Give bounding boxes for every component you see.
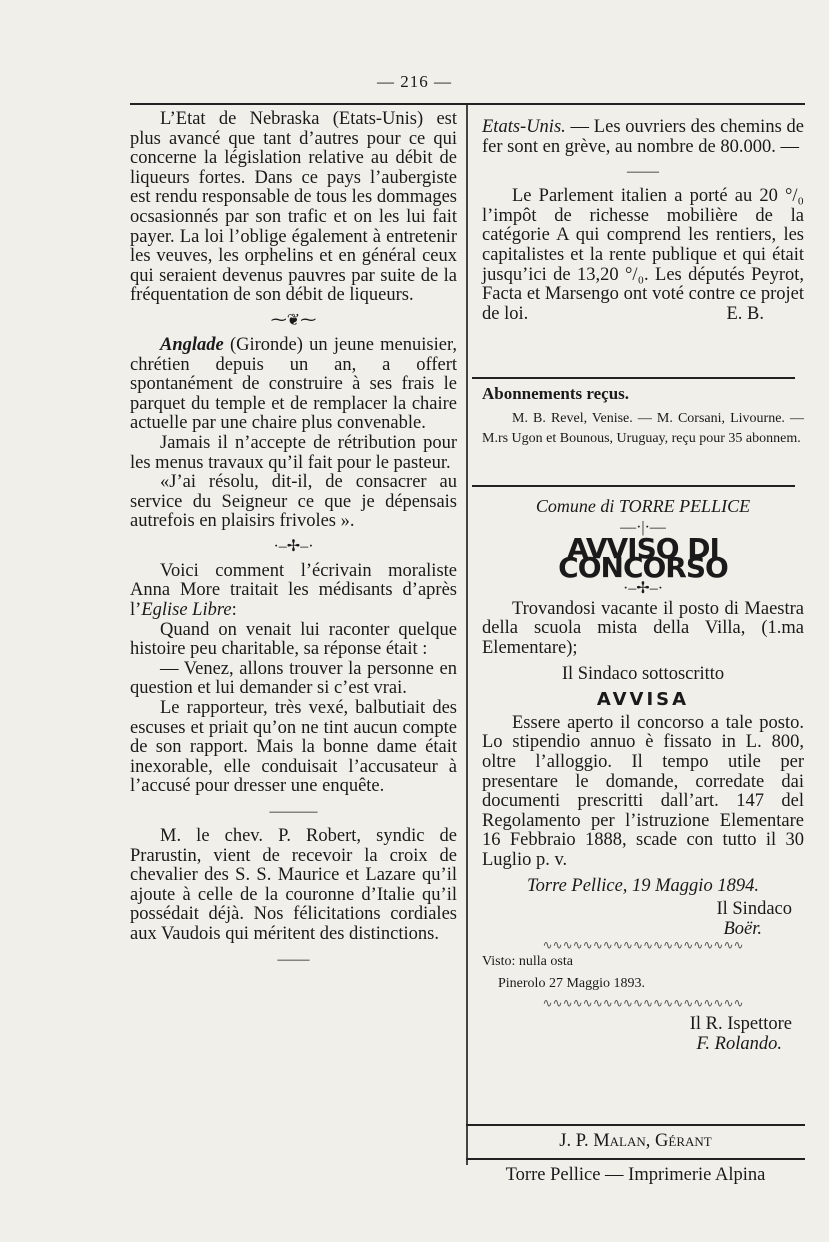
wavy-separator: ∿∿∿∿∿∿∿∿∿∿∿∿∿∿∿∿∿∿∿∿ — [542, 938, 744, 953]
sindaco-sottoscritto: Il Sindaco sottoscritto — [561, 663, 725, 684]
article-more-3: Le rapporteur, très vexé, balbutiait des escuses et priait qu’on ne tint aucun compte de son rapport. Mais la bonne dame était inexorable, elle conduisait l’accusateur à l’accusé pour dresser une enquête. — [130, 698, 457, 797]
ornament-small: —·|·— — [620, 518, 666, 536]
rolando-line: F. Rolando. — [696, 1033, 782, 1054]
article-more-1: Quand on venait lui raconter quelque histoire peu charitable, sa réponse était : — [130, 619, 457, 660]
comune-line: Comune di TORRE PELLICE — [535, 496, 751, 516]
article-nebraska: L’Etat de Nebraska (Etats-Unis) est plus avancé que tant d’autres pour ce qui concerne la législation relative au débit de liqueurs fortes. Dans ce pays l’aubergiste est rendu responsable de tous les dommages ocsasionnés par son trafic et on les lui fait payer. La loi l’oblige également à entretenir les veuves, les orphelins et en général ceux qui seraient devenus pauvres par suite de la fréquentation de son débit de liqueurs. — [130, 109, 457, 306]
imprimerie-rule — [466, 1158, 805, 1160]
gerant-rule — [466, 1124, 805, 1126]
ornament-separator: ·–✢–· — [622, 579, 664, 597]
article-more-intro: Voici comment l’écrivain moraliste Anna More traitait les médisants d’après l’Eglise Libre: — [130, 560, 457, 621]
pinerolo-line: Pinerolo 27 Maggio 1893. — [498, 976, 645, 992]
ornament-separator: ·–✢–· — [273, 537, 314, 555]
article-parlement: Le Parlement italien a porté au 20 °/₀ l’impôt de richesse mobilière de la catégorie A qui comprend les rentiers, les capitalistes et la rente publique et qui était jusqu’ici de 13,20 °/₀. Les députés Peyrot, Facta et Marsengo ont voté contre ce projet de loi. E. B. — [482, 186, 804, 324]
abonnements-text: M. B. Revel, Venise. — M. Corsani, Livourne. — M.rs Ugon et Bounous, Uruguay, reçu pour 35 abonnem. — [482, 411, 804, 446]
avvisa-heading: AVVISA — [596, 689, 690, 711]
avviso-top-rule — [472, 485, 795, 487]
page-number: — 216 — — [377, 72, 452, 91]
gerant-line: J. P. Malan, Gérant — [559, 1131, 712, 1151]
abonnements-rule — [472, 377, 795, 379]
article-robert: M. le chev. P. Robert, syndic de Prarustin, vient de recevoir la croix de chevalier des S. S. Maurice et Lazare qu’il ajoute à celle de la couronne d’Italie qu’il possédait déjà. Nos félicitations cordiales aux Vaudois qui méritent des distinctions. — [130, 826, 457, 944]
ornament-separator: ⁓❦⁓ — [270, 311, 317, 329]
article-more-2: — Venez, allons trouver la personne en question et lui demander si c’est vrai. — [130, 658, 457, 699]
avviso-date: Torre Pellice, 19 Maggio 1894. — [527, 875, 759, 896]
avviso-text-1: Trovandosi vacante il posto di Maestra della scuola mista della Villa, (1.ma Elementare); — [482, 598, 804, 658]
avviso-text-2: Essere aperto il concorso a tale posto. Lo stipendio annuo è fissato in L. 800, oltre l’alloggio. Il tempo utile per presentare le domande, corredate dai documenti prescritti dall’art. 147 del Regolamento per l’istruzione Elementare 16 Febbraio 1888, scade con tutto il 30 Luglio p. v. — [482, 712, 804, 870]
column-divider — [466, 105, 468, 1165]
dash-separator: —— — [627, 163, 659, 181]
wavy-separator: ∿∿∿∿∿∿∿∿∿∿∿∿∿∿∿∿∿∿∿∿ — [542, 996, 744, 1011]
article-etats-unis: Etats-Unis. — Les ouvriers des chemins de fer sont en grève, au nombre de 80.000. — — [482, 117, 804, 157]
name-anglade: Anglade — [160, 334, 224, 355]
il-sindaco: Il Sindaco — [716, 899, 792, 920]
article-anglade-quote: «J’ai résolu, dit-il, de consacrer au service du Seigneur ce que je dépensais autrefois en plaisirs frivoles ». — [130, 472, 457, 532]
right-column — [482, 118, 804, 324]
abonnements-block — [482, 383, 804, 449]
visto-line: Visto: nulla osta — [482, 954, 573, 970]
avviso-block — [482, 497, 804, 1054]
dash-separator: —— — [277, 950, 310, 968]
abonnements-title: Abonnements reçus. — [482, 384, 630, 403]
sindaco-name: Boër. — [723, 918, 762, 939]
article-anglade-2: Jamais il n’accepte de rétribution pour les menus travaux qu’il fait pour le pasteur. — [130, 432, 457, 473]
imprimerie-line: Torre Pellice — Imprimerie Alpina — [505, 1165, 766, 1185]
left-column — [130, 110, 457, 975]
dash-separator: ——— — [269, 803, 318, 820]
avviso-title: AVVISO DI CONCORSO — [558, 531, 728, 585]
article-anglade: Anglade (Gironde) un jeune menuisier, chrétien depuis un an, a offert spontanément de construire à ses frais le parquet du temple et de remplacer la chaire actuelle par une chaire plus convenable. — [130, 334, 457, 434]
signature-eb: E. B. — [726, 303, 764, 324]
ispettore-line: Il R. Ispettore — [689, 1014, 792, 1035]
